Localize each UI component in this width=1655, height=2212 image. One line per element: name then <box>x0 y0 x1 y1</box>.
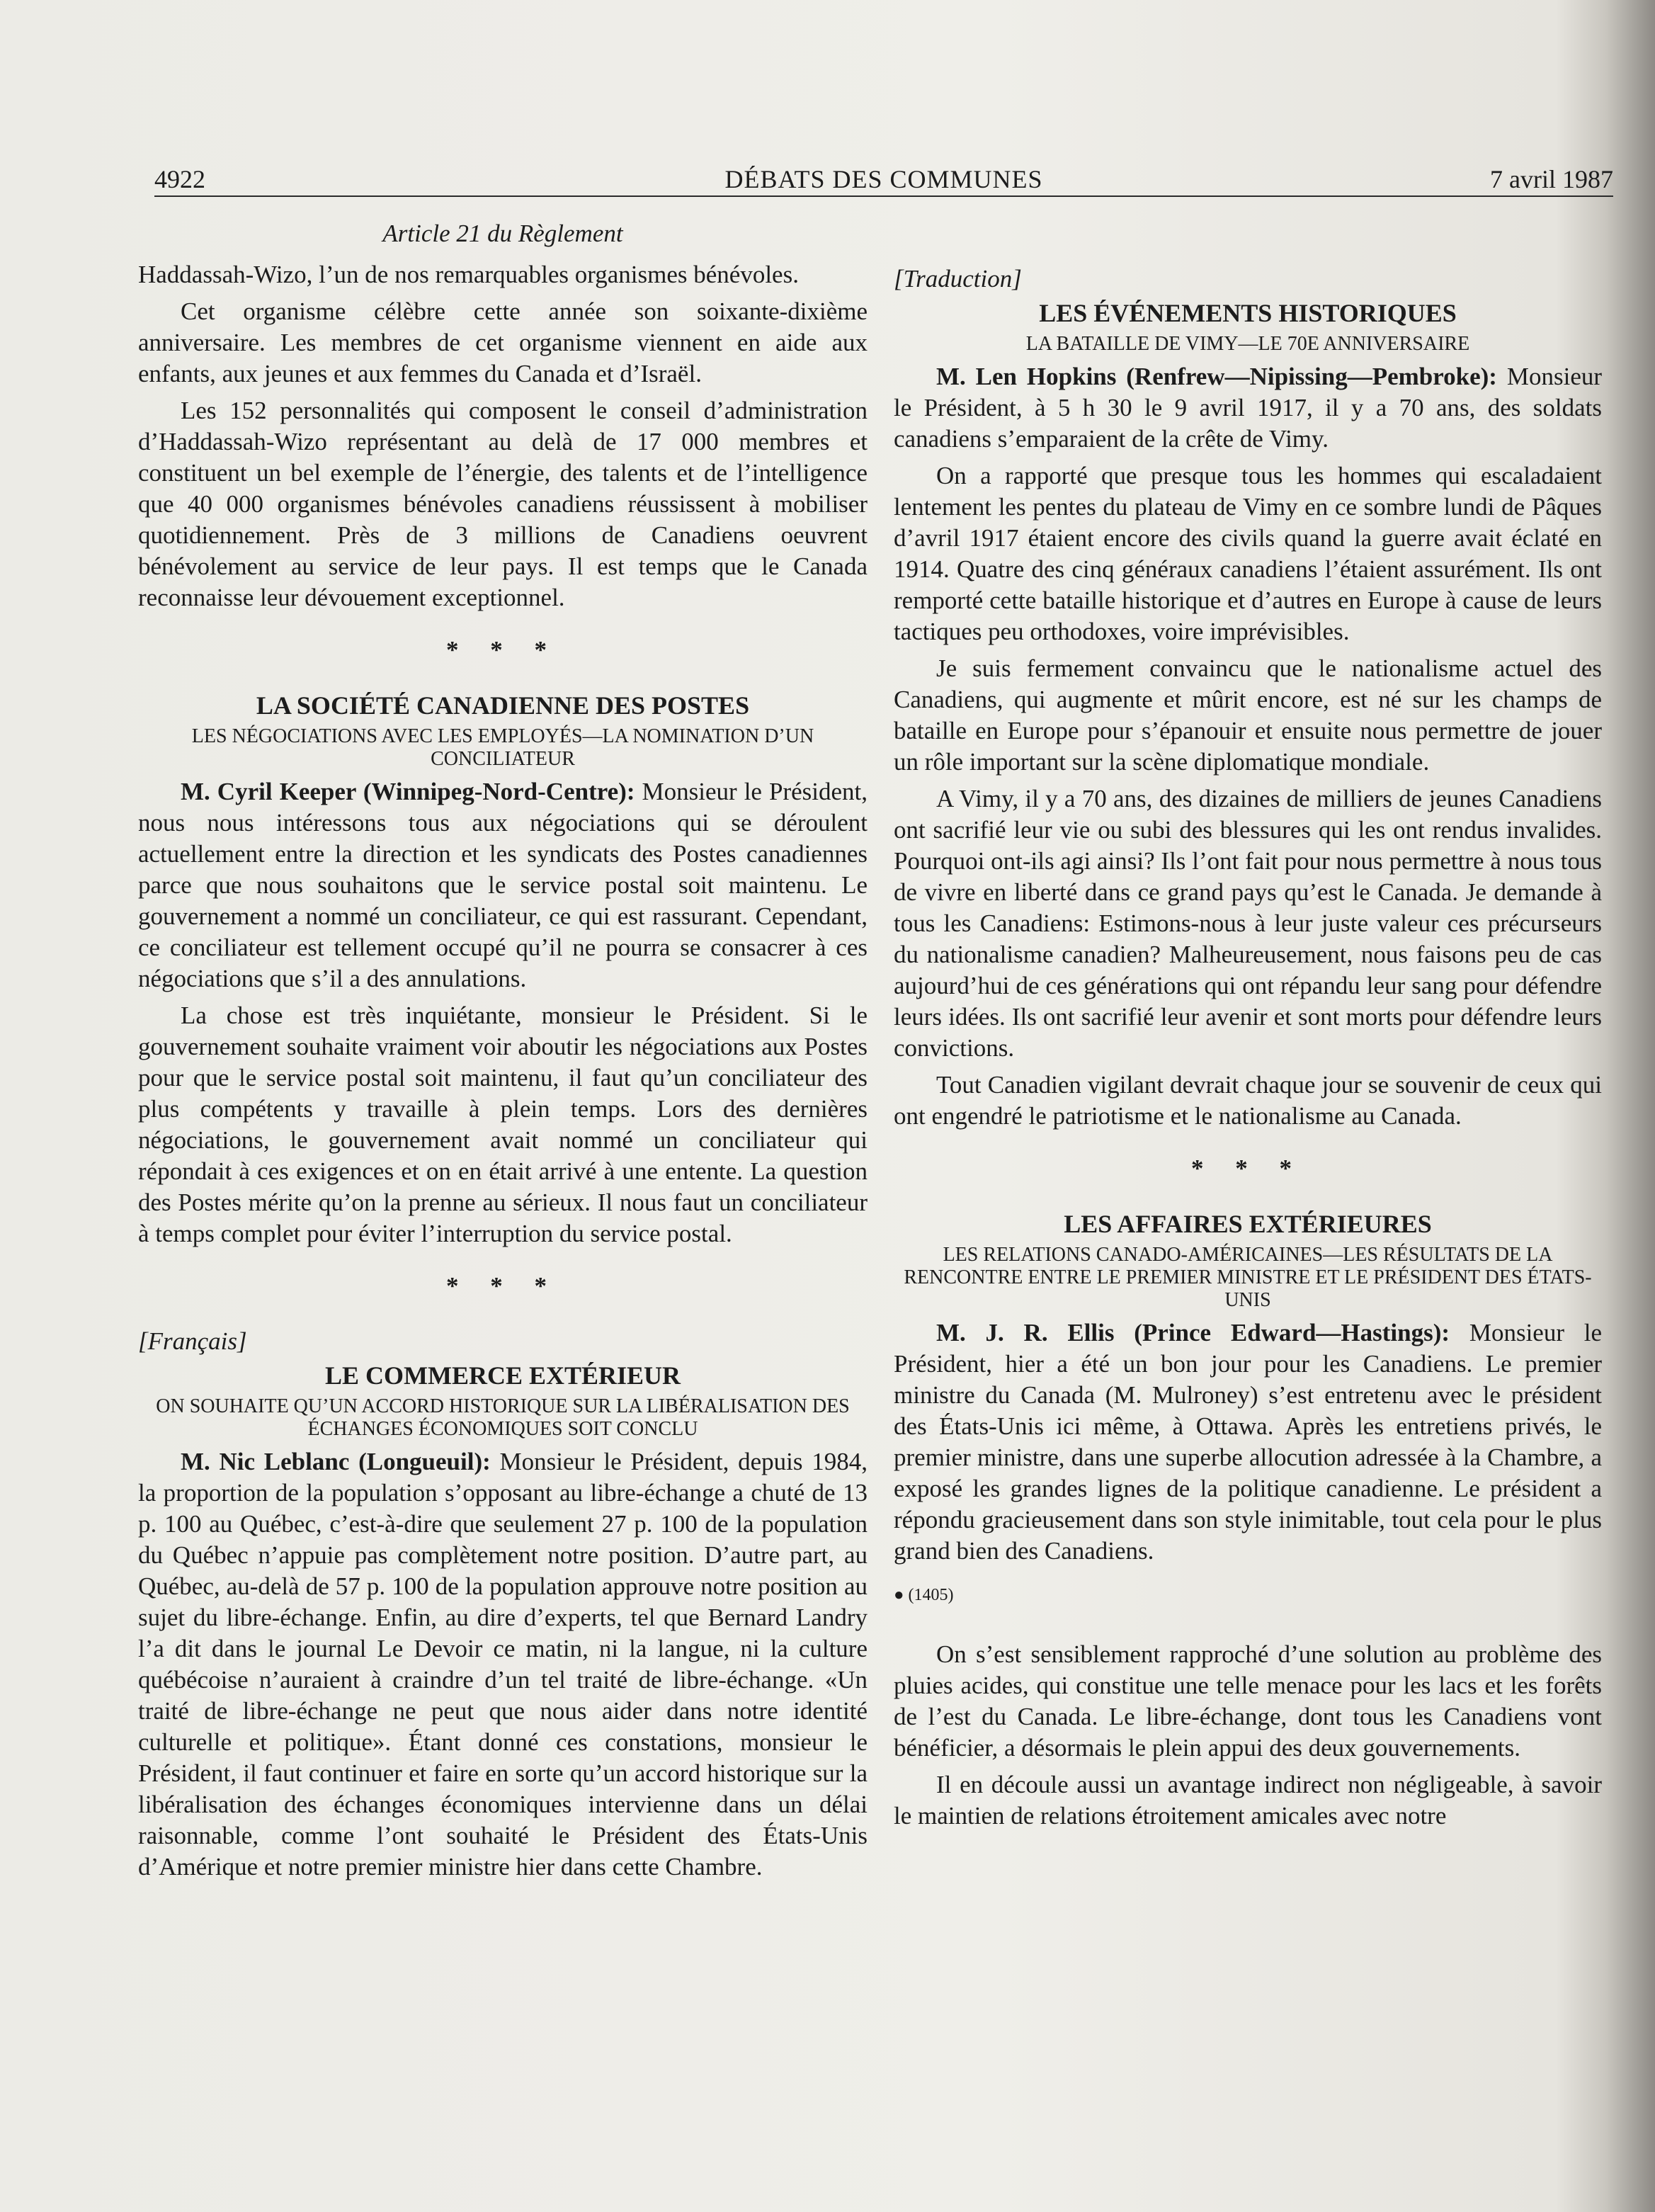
section-separator: * * * <box>446 636 559 664</box>
right-column <box>894 212 1602 1837</box>
time-marker: ● (1405) <box>894 1586 954 1604</box>
language-note: [Traduction] <box>894 265 1022 293</box>
rubric: Article 21 du Règlement <box>382 220 623 247</box>
section-subheading: LES RELATIONS CANADO-AMÉRICAINES—LES RÉSULTATS DE LA RENCONTRE ENTRE LE PREMIER MINISTRE ET LE PRÉSIDENT DES ÉTATS-UNIS <box>904 1244 1592 1311</box>
left-column <box>138 212 868 1888</box>
section-subheading: LA BATAILLE DE VIMY—LE 70E ANNIVERSAIRE <box>1025 333 1470 355</box>
page-header <box>154 161 1613 197</box>
paragraph: On a rapporté que presque tous les hommes qui escaladaient lentement les pentes du plateau de Vimy en ce sombre lundi de Pâques d’avril 1917 étaient encore des civils quand la guerre avait éclaté en 1914. Quatre des cinq généraux canadiens l’étaient assurément. Ils ont remporté cette bataille historique et d’autres en Europe à cause de leurs tactiques peu orthodoxes, voire imprévisibles. <box>894 462 1602 645</box>
header-rule <box>154 195 1613 197</box>
speech-text: Monsieur le Président, depuis 1984, la proportion de la population s’opposant au libre-échange a chuté de 13 p. 100 au Québec, c’est-à-dire que seulement 27 p. 100 de la population du Québec n’appuie pas complètement notre position. D’autre part, au Québec, au-delà de 57 p. 100 de la population approuve notre position au sujet du libre-échange. Enfin, au dire d’experts, tel que Bernard Landry l’a dit dans le journal Le Devoir ce matin, ni la langue, ni la culture québécoise n’auraient à craindre d’un tel traité de libre-échange. «Un traité de libre-échange ne peut que nous aider dans notre identité culturelle et politique». Étant donné ces constations, monsieur le Président, il faut continuer et faire en sorte qu’un accord historique sur la libéralisation des échanges économiques intervienne dans un délai raisonnable, comme l’ont souhaité le Président des États-Unis d’Amérique et notre premier ministre hier dans cette Chambre. <box>138 1448 868 1881</box>
speech-paragraph <box>138 1446 868 1883</box>
paragraph: Les 152 personnalités qui composent le conseil d’administration d’Haddassah-Wizo représentant au delà de 17 000 membres et constituent un bel exemple de l’énergie, des talents et de l’intelligence que 40 000 organismes bénévoles canadiens réussissent à mobiliser quotidiennement. Près de 3 millions de Canadiens oeuvrent bénévolement au service de leur pays. Il est temps que le Canada reconnaisse leur dévouement exceptionnel. <box>138 397 868 611</box>
paragraph: Je suis fermement convaincu que le nationalisme actuel des Canadiens, qui augmente et mûrit encore, est né sur les champs de bataille en Europe pour s’épanouir et ensuite nous permettre de jouer un rôle important sur la scène diplomatique mondiale. <box>894 654 1602 776</box>
speaker-name: M. J. R. Ellis (Prince Edward—Hastings): <box>936 1319 1450 1346</box>
paragraph: La chose est très inquiétante, monsieur le Président. Si le gouvernement souhaite vraiment voir aboutir les négociations aux Postes pour que le service postal soit maintenu, il faut qu’un conciliateur des plus compétents y travaille à plein temps. Lors des dernières négociations, le gouvernement avait nommé un conciliateur qui répondait à ces exigences et on en était arrivé à une entente. La question des Postes mérite qu’on la prenne au sérieux. Il nous faut un conciliateur à temps complet pour éviter l’interruption du service postal. <box>138 1002 868 1247</box>
speaker-name: M. Len Hopkins (Renfrew—Nipissing—Pembroke): <box>936 363 1497 390</box>
section-heading: LES ÉVÉNEMENTS HISTORIQUES <box>1039 299 1457 327</box>
section-separator: * * * <box>446 1272 559 1300</box>
speech-paragraph <box>138 776 868 994</box>
speaker-name: M. Nic Leblanc (Longueuil): <box>181 1448 491 1475</box>
speech-paragraph <box>894 361 1602 455</box>
speech-paragraph <box>894 1317 1602 1567</box>
speech-text: Monsieur le Président, à 5 h 30 le 9 avril 1917, il y a 70 ans, des soldats canadiens s’emparaient de la crête de Vimy. <box>894 363 1603 453</box>
paragraph: A Vimy, il y a 70 ans, des dizaines de milliers de jeunes Canadiens ont sacrifié leur vie ou subi des blessures qui les ont rendus invalides. Pourquoi ont-ils agi ainsi? Ils l’ont fait pour nous permettre à nous tous de vivre en liberté dans ce grand pays qu’est le Canada. Je demande à tous les Canadiens: Estimons-nous à leur juste valeur ces précurseurs du nationalisme canadien? Malheureusement, nous faisons peu de cas aujourd’hui de ces générations qui ont répandu leur sang pour défendre leurs idées. Ils ont sacrifié leur avenir et sont morts pour défendre leurs convictions. <box>894 785 1602 1062</box>
paragraph: Il en découle aussi un avantage indirect non négligeable, à savoir le maintien de relations étroitement amicales avec notre <box>894 1771 1602 1830</box>
paragraph: On s’est sensiblement rapproché d’une solution au problème des pluies acides, qui constitue une telle menace pour les lacs et les forêts de l’est du Canada. Le libre-échange, dont tous les Canadiens vont bénéficier, a désormais le plein appui des deux gouvernements. <box>894 1640 1602 1762</box>
section-subheading: LES NÉGOCIATIONS AVEC LES EMPLOYÉS—LA NOMINATION D’UN CONCILIATEUR <box>191 725 814 770</box>
publication-title: DÉBATS DES COMMUNES <box>724 165 1043 193</box>
section-subheading: ON SOUHAITE QU’UN ACCORD HISTORIQUE SUR LA LIBÉRALISATION DES ÉCHANGES ÉCONOMIQUES SOIT CONCLU <box>156 1395 850 1440</box>
paragraph: Haddassah-Wizo, l’un de nos remarquables organismes bénévoles. <box>138 261 799 288</box>
section-heading: LES AFFAIRES EXTÉRIEURES <box>1064 1210 1432 1238</box>
paragraph: Cet organisme célèbre cette année son soixante-dixième anniversaire. Les membres de cet organisme viennent en aide aux enfants, aux jeunes et aux femmes du Canada et d’Israël. <box>138 297 868 387</box>
speech-text: Monsieur le Président, hier a été un bon jour pour les Canadiens. Le premier ministre du Canada (M. Mulroney) s’est entretenu avec le président des États-Unis ici même, à Ottawa. Après les entretiens privés, le premier ministre, dans une superbe allocution adressée à la Chambre, a exposé les grandes lignes de la politique canadienne. Le président a répondu gracieusement dans son style inimitable, tout cela pour le plus grand bien des Canadiens. <box>894 1319 1603 1565</box>
section-heading: LA SOCIÉTÉ CANADIENNE DES POSTES <box>256 691 750 720</box>
language-note: [Français] <box>138 1327 247 1355</box>
paragraph: Tout Canadien vigilant devrait chaque jour se souvenir de ceux qui ont engendré le patriotisme et le nationalisme au Canada. <box>894 1071 1602 1130</box>
speaker-name: M. Cyril Keeper (Winnipeg-Nord-Centre): <box>181 778 635 805</box>
section-heading: LE COMMERCE EXTÉRIEUR <box>324 1361 681 1390</box>
speech-text: Monsieur le Président, nous nous intéressons tous aux négociations qui se déroulent actuellement entre la direction et les syndicats des Postes canadiennes parce que nous souhaitons que le service postal soit maintenu. Le gouvernement a nommé un conciliateur, ce qui est rassurant. Cependant, ce conciliateur est tellement occupé qu’il ne pourra se consacrer à ces négociations que s’il a des annulations. <box>138 778 868 992</box>
publication-date: 7 avril 1987 <box>1490 165 1613 193</box>
section-separator: * * * <box>1191 1155 1304 1182</box>
page-number: 4922 <box>154 165 205 193</box>
